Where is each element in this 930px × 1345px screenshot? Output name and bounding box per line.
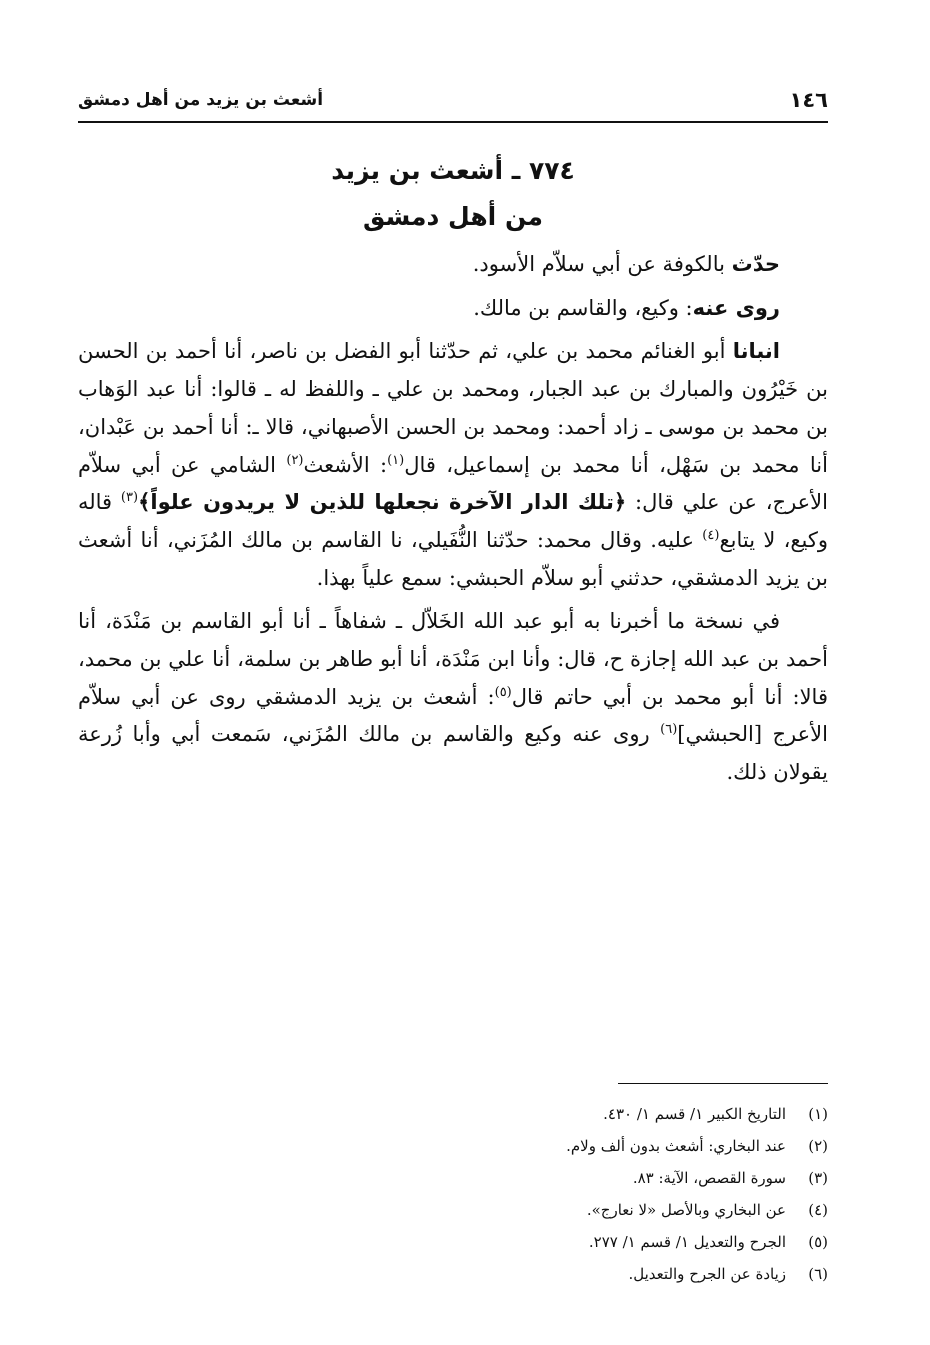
entry-title [78,148,828,240]
header-rule [78,121,828,123]
footnote [78,1162,828,1194]
lead-word: انبانا [732,339,780,364]
paragraph-text: عليه. وقال محمد: حدّثنا النُّفَيلي، نا القاسم بن مالك المُزَني، أنا أشعث بن يزيد الدمشقي، حدثني أبو سلاّم الحبشي: سمع علياً بهذا. [78,527,828,590]
footnote-ref[interactable]: (٥) [494,684,512,700]
footnote-text: عن البخاري وبالأصل «لا نعارج». [586,1201,786,1219]
footnote-number: (٢) [808,1137,828,1155]
footnote [78,1194,828,1226]
footnote-number: (٦) [808,1265,828,1283]
paragraph-text: : الأشعث [303,452,388,477]
footnote-rule [618,1083,828,1084]
paragraph-text: في نسخة ما أخبرنا به أبو عبد الله الخَلاّل ـ شفاهاً ـ أنا أبو القاسم بن مَنْدَة، أنا أحمد بن عبد الله إجازة ح، قال: وأنا ابن مَنْدَة، أنا أبو طاهر بن سلمة، أنا علي بن محمد، قالا: أنا أبو محمد بن أبي حاتم قال [78,609,828,709]
footnote-ref[interactable]: (٦) [660,722,678,738]
paragraph-text: روى عنه وكيع والقاسم بن مالك المُزَني، سَمعت أبي وأبا زُرعة يقولان ذلك. [78,722,828,785]
footnotes [78,1098,828,1290]
paragraph-isnad [78,333,828,597]
page-number: ١٤٦ [789,88,828,112]
footnote-ref[interactable]: (٤) [702,527,720,543]
footnote-ref[interactable]: (١) [387,452,405,468]
footnote [78,1098,828,1130]
footnote-text: الجرح والتعديل ١/ قسم ١/ ٢٧٧. [588,1233,786,1251]
paragraph-text: : وكيع، والقاسم بن مالك. [473,295,693,320]
footnote-number: (٣) [808,1169,828,1187]
quran-verse: ﴿تلك الدار الآخرة نجعلها للذين لا يريدون علواً﴾ [138,490,627,515]
footnote [78,1258,828,1290]
paragraph-narration [78,246,828,284]
body-text [78,246,828,792]
paragraph-text: قاله وكيع، لا يتابع [78,490,828,552]
paragraph-text: أبو الغنائم محمد بن علي، ثم حدّثنا أبو الفضل بن ناصر، أنا أحمد بن الحسن بن خَيْرُون والمبارك بن عبد الجبار، ومحمد بن علي ـ واللفظ له ـ قالوا: أنا عبد الوَهاب بن محمد بن موسى ـ زاد أحمد: ومحمد بن الحسن الأصبهاني، قالا ـ: أنا أحمد بن عَبْدان، أنا محمد بن سَهْل، أنا محمد بن إسماعيل، قال [78,339,828,477]
footnote-text: سورة القصص، الآية: ٨٣. [632,1169,786,1187]
footnote-number: (١) [808,1105,828,1123]
footnote-ref[interactable]: (٣) [120,490,139,506]
paragraph-text: : أشعث بن يزيد الدمشقي روى عن أبي سلاّم الأعرج [الحبشي] [78,684,828,747]
lead-word: روى عنه [692,295,780,320]
footnote-text: عند البخاري: أشعث بدون ألف ولام. [566,1137,786,1155]
running-head [78,88,828,118]
paragraph-text: الشامي عن أبي سلاّم الأعرج، عن علي قال: [78,452,828,515]
footnote-number: (٤) [808,1201,828,1219]
footnote-ref[interactable]: (٢) [286,452,304,468]
footnote [78,1130,828,1162]
footnote-text: زيادة عن الجرح والتعديل. [628,1265,786,1283]
running-title: أشعث بن يزيد من أهل دمشق [78,90,324,110]
entry-title-line-1: ٧٧٤ ـ أشعث بن يزيد [331,156,575,185]
footnote-number: (٥) [808,1233,828,1251]
paragraph-narrators [78,290,828,328]
lead-word: حدّث [731,252,780,276]
paragraph-copy [78,603,828,792]
paragraph-text: بالكوفة عن أبي سلاّم الأسود. [472,252,732,276]
footnote [78,1226,828,1258]
entry-title-line-2: من أهل دمشق [363,202,543,231]
footnote-text: التاريخ الكبير ١/ قسم ١/ ٤٣٠. [603,1105,786,1123]
